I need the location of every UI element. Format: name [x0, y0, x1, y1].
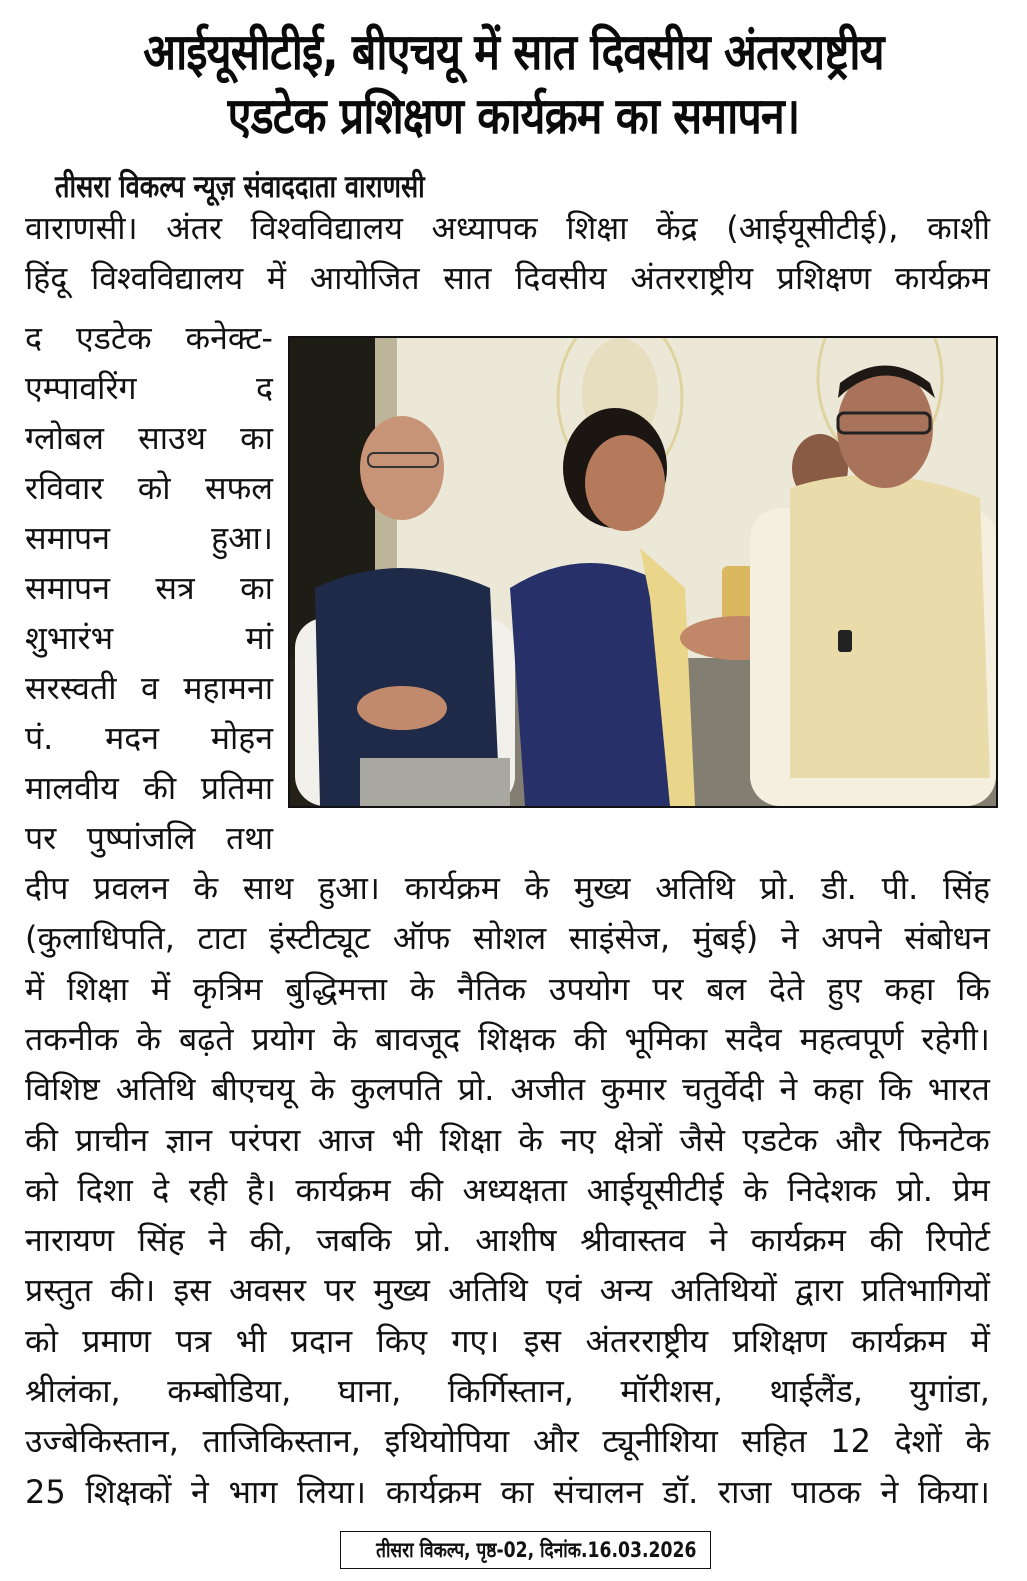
- word: इथियोपिया: [384, 1422, 510, 1461]
- word: पुष्पांजलि: [86, 819, 196, 857]
- line-text: [25, 415, 273, 461]
- word: टाटा: [197, 919, 247, 958]
- line-text: [25, 565, 273, 611]
- word: शिक्षा: [66, 969, 129, 1008]
- word: ताजिकिस्तान,: [202, 1422, 361, 1461]
- headline-line-1: आईयूसीटीई, बीएचयू में सात दिवसीय अंतरराष्ट्रीय: [143, 23, 884, 81]
- word: शिक्षक: [478, 1019, 556, 1058]
- word: कि: [878, 1070, 912, 1109]
- word: और: [835, 1120, 882, 1159]
- line-text: [25, 1267, 990, 1313]
- word: भी: [391, 1120, 423, 1159]
- line-text: [25, 1217, 990, 1263]
- word: की: [573, 1019, 607, 1058]
- line-text: [25, 615, 273, 661]
- word: रिपोर्ट: [926, 1221, 990, 1260]
- word: किए: [376, 1321, 428, 1360]
- word: की,: [249, 1221, 293, 1260]
- word: सत्र: [155, 569, 195, 607]
- word: ने: [709, 1221, 728, 1260]
- word: कहा: [884, 969, 935, 1008]
- word: हिंदू: [25, 259, 68, 297]
- word: शिक्षा: [566, 209, 628, 247]
- word: अंतरराष्ट्रीय: [585, 1321, 709, 1360]
- word: श्रीवास्तव: [580, 1221, 686, 1260]
- column-line: [25, 465, 273, 511]
- word: शुभारंभ: [25, 619, 114, 657]
- word: कार्यक्रम: [894, 259, 990, 297]
- word: हुए: [827, 969, 862, 1008]
- word: के: [136, 1019, 161, 1058]
- word: प्रशिक्षण: [732, 1321, 827, 1360]
- word: सफल: [204, 469, 273, 507]
- article-photo: [288, 336, 998, 808]
- line-text: [25, 1167, 990, 1213]
- word: अतिथि: [655, 869, 735, 907]
- word: देते: [768, 969, 805, 1008]
- word: की: [410, 1170, 443, 1209]
- word: अजीत: [510, 1070, 586, 1109]
- word: पत्र: [175, 1321, 212, 1360]
- line-text: [25, 1066, 990, 1112]
- word: ग्लोबल: [25, 419, 104, 457]
- word: पर: [25, 819, 57, 857]
- word: इंस्टीट्यूट: [268, 919, 371, 958]
- word: दिवसीय: [515, 259, 607, 297]
- line-text: [25, 715, 273, 761]
- footer-text: तीसरा विकल्प, पृष्ठ-02, दिनांक.16.03.2026: [376, 1538, 697, 1562]
- word: कम्बोडिया,: [167, 1372, 292, 1410]
- word: मुख्य: [574, 869, 631, 907]
- photo-man-left-hands: [357, 686, 447, 730]
- word: व: [141, 669, 159, 707]
- word: को: [137, 469, 171, 507]
- word: प्रो.: [759, 869, 797, 907]
- word: विश्वविद्यालय: [90, 259, 244, 297]
- line-text: [25, 815, 273, 861]
- intro-line: [25, 205, 990, 251]
- word: कार्यक्रम: [385, 1472, 481, 1511]
- word: (कुलाधिपति,: [25, 919, 175, 958]
- word: द्वारा: [794, 1271, 844, 1310]
- word: कार्यक्रम: [404, 869, 500, 907]
- word: अतिथि: [448, 1271, 528, 1310]
- word: कहा: [813, 1070, 864, 1109]
- word: गए।: [451, 1321, 500, 1360]
- word: विशिष्ट: [25, 1070, 100, 1109]
- word: का: [500, 1472, 534, 1511]
- body-line: [25, 1418, 990, 1464]
- word: अध्यापक: [431, 209, 538, 247]
- line-text: [25, 966, 990, 1012]
- body-line: [25, 1167, 990, 1213]
- word: इस: [173, 1271, 211, 1310]
- word: देशों: [894, 1422, 942, 1461]
- word: नए: [560, 1120, 596, 1159]
- word: आज: [317, 1120, 375, 1159]
- word: भी: [235, 1321, 267, 1360]
- word: (आईयूसीटीई),: [726, 209, 899, 247]
- word: ने: [780, 919, 799, 958]
- word: कि: [957, 969, 990, 1008]
- word: द: [256, 369, 273, 407]
- word: की: [143, 769, 177, 807]
- word: कृत्रिम: [192, 969, 263, 1008]
- word: में: [25, 969, 45, 1008]
- word: महत्वपूर्ण: [799, 1019, 904, 1058]
- word: अवसर: [228, 1271, 306, 1310]
- word: अन्य: [599, 1271, 653, 1310]
- column-line: [25, 615, 273, 661]
- word: कार्यक्रम: [295, 1170, 391, 1209]
- word: 25: [25, 1472, 66, 1511]
- word: बढ़ते: [178, 1019, 234, 1058]
- body-line: [25, 1318, 990, 1364]
- word: बल: [706, 969, 747, 1008]
- word: का: [240, 569, 273, 607]
- word: कुलपति: [350, 1070, 442, 1109]
- word: मदन: [105, 719, 160, 757]
- word: नारायण: [25, 1221, 115, 1260]
- line-text: [25, 255, 990, 301]
- word: भूमिका: [624, 1019, 708, 1058]
- word: प्रशिक्षण: [776, 259, 872, 297]
- word: किर्गिस्तान,: [447, 1372, 574, 1410]
- word: मां: [245, 619, 273, 657]
- photo-man-right-watch: [838, 630, 852, 652]
- word: द: [25, 319, 42, 357]
- line-text: [25, 665, 273, 711]
- word: केंद्र: [656, 209, 698, 247]
- word: के: [332, 1019, 358, 1058]
- word: उपयोग: [548, 969, 630, 1008]
- word: उज्बेकिस्तान,: [25, 1422, 179, 1461]
- column-line: [25, 815, 273, 861]
- word: प्रेम: [952, 1170, 990, 1209]
- word: पर: [652, 969, 684, 1008]
- line-text: [25, 1117, 990, 1163]
- word: काशी: [927, 209, 990, 247]
- photo-man-left-trousers: [360, 758, 510, 806]
- word: अंतर: [166, 209, 223, 247]
- word: आशीष: [475, 1221, 557, 1260]
- word: को: [25, 1170, 58, 1209]
- column-line: [25, 365, 273, 411]
- word: युगांडा,: [909, 1372, 990, 1410]
- word: ने: [880, 1472, 899, 1511]
- word: ने: [208, 1221, 227, 1260]
- word: थाईलैंड,: [769, 1372, 863, 1410]
- word: सहित: [741, 1422, 807, 1461]
- line-text: [25, 1418, 990, 1464]
- word: रही: [188, 1170, 228, 1209]
- word: दिशा: [77, 1170, 133, 1209]
- word: प्रो.: [457, 1070, 495, 1109]
- word: मॉरीशस,: [620, 1372, 723, 1410]
- word: अध्यक्षता: [462, 1170, 568, 1209]
- page-footer-label: [340, 1531, 711, 1569]
- word: फिनटेक: [898, 1120, 990, 1159]
- word: बीएचयू: [211, 1070, 295, 1109]
- word: की: [25, 1120, 58, 1159]
- headline-line-2: एडटेक प्रशिक्षण कार्यक्रम का समापन।: [227, 87, 800, 145]
- word: जैसे: [679, 1120, 725, 1159]
- word: का: [240, 419, 273, 457]
- word: मोहन: [210, 719, 273, 757]
- line-text: [25, 1368, 990, 1414]
- line-text: [25, 1469, 990, 1515]
- word: अपने: [821, 919, 882, 958]
- word: के: [965, 1422, 990, 1461]
- word: अंतरराष्ट्रीय: [630, 259, 754, 297]
- word: लिया।: [297, 1472, 367, 1511]
- word: की: [869, 1221, 903, 1260]
- body-line: [25, 1066, 990, 1112]
- word: हुआ।: [318, 869, 380, 907]
- word: रविवार: [25, 469, 104, 507]
- word: प्रतिमा: [200, 769, 273, 807]
- word: है।: [246, 1170, 276, 1209]
- word: में: [266, 259, 287, 297]
- photo-man-right-jacket: [790, 475, 990, 778]
- word: संचालन: [553, 1472, 643, 1511]
- word: संबोधन: [904, 919, 990, 958]
- line-text: [25, 465, 273, 511]
- line-text: [25, 515, 273, 561]
- word: प्रदान: [290, 1321, 353, 1360]
- line-text: [25, 1016, 990, 1062]
- word: इस: [523, 1321, 562, 1360]
- word: प्रयोग: [251, 1019, 315, 1058]
- body-line: [25, 1368, 990, 1414]
- word: अतिथियों: [670, 1271, 777, 1310]
- word: को: [25, 1321, 58, 1360]
- line-text: [25, 365, 273, 411]
- word: परंपरा: [229, 1120, 301, 1159]
- word: डॉ.: [662, 1472, 699, 1511]
- line-text: [25, 915, 990, 961]
- column-line: [25, 315, 273, 361]
- body-line: [25, 915, 990, 961]
- word: कार्यक्रम: [750, 1221, 846, 1260]
- byline: तीसरा विकल्प न्यूज़ संवाददाता वाराणसी: [55, 169, 425, 205]
- line-text: [25, 765, 273, 811]
- word: तथा: [226, 819, 273, 857]
- word: रहेगी।: [921, 1019, 990, 1058]
- word: कार्यक्रम: [851, 1321, 947, 1360]
- body-line: [25, 1469, 990, 1515]
- word: पाठक: [791, 1472, 861, 1511]
- word: दीप: [25, 869, 69, 907]
- word: निदेशक: [787, 1170, 877, 1209]
- word: आयोजित: [309, 259, 420, 297]
- word: महामना: [183, 669, 273, 707]
- word: मालवीय: [25, 769, 119, 807]
- line-text: [25, 865, 990, 911]
- word: में: [970, 1321, 990, 1360]
- word: बावजूद: [375, 1019, 461, 1058]
- word: श्रीलंका,: [25, 1372, 121, 1410]
- word: सदैव: [725, 1019, 782, 1058]
- word: प्रो.: [896, 1170, 933, 1209]
- word: डी.: [821, 869, 857, 907]
- word: और: [532, 1422, 579, 1461]
- word: क्षेत्रों: [613, 1120, 663, 1159]
- word: के: [518, 1120, 543, 1159]
- word: चतुर्वेदी: [682, 1070, 764, 1109]
- word: एडटेक: [76, 319, 152, 357]
- word: वाराणसी।: [25, 209, 138, 247]
- word: सात: [443, 259, 492, 297]
- word: बुद्धिमत्ता: [285, 969, 388, 1008]
- word: एम्पावरिंग: [25, 369, 137, 407]
- word: ऑफ: [392, 919, 451, 958]
- word: अतिथि: [115, 1070, 196, 1109]
- word: भाग: [228, 1472, 278, 1511]
- word: पर: [324, 1271, 356, 1310]
- photo-illustration: [290, 338, 996, 806]
- column-line: [25, 765, 273, 811]
- word: सोशल: [472, 919, 547, 958]
- word: के: [409, 969, 435, 1008]
- word: एवं: [545, 1271, 582, 1310]
- word: शिक्षा: [439, 1120, 502, 1159]
- word: प्रतिभागियों: [861, 1271, 990, 1310]
- word: ज्ञान: [165, 1120, 213, 1159]
- word: कुमार: [601, 1070, 667, 1109]
- word: साउथ: [138, 419, 206, 457]
- word: पी.: [881, 869, 919, 907]
- body-line: [25, 966, 990, 1012]
- word: भारत: [927, 1070, 990, 1109]
- word: समापन: [25, 519, 110, 557]
- word: विश्वविद्यालय: [250, 209, 403, 247]
- column-line: [25, 515, 273, 561]
- word: की।: [110, 1271, 156, 1310]
- line-text: [25, 315, 273, 361]
- word: में: [150, 969, 171, 1008]
- column-line: [25, 665, 273, 711]
- column-line: [25, 415, 273, 461]
- word: साथ: [242, 869, 294, 907]
- body-line: [25, 1117, 990, 1163]
- body-line: [25, 1016, 990, 1062]
- photo-woman-face: [585, 435, 665, 531]
- body-line: [25, 1267, 990, 1313]
- word: किया।: [918, 1472, 990, 1511]
- word: सिंह: [943, 869, 990, 907]
- word: तकनीक: [25, 1019, 119, 1058]
- word: सिंह: [137, 1221, 185, 1260]
- word: प्रस्तुत: [25, 1271, 93, 1310]
- word: के: [193, 869, 219, 907]
- word: घाना,: [337, 1372, 402, 1410]
- line-text: [25, 1318, 990, 1364]
- word: समापन: [25, 569, 110, 607]
- word: हुआ।: [211, 519, 273, 557]
- word: प्राचीन: [75, 1120, 149, 1159]
- body-line: [25, 865, 990, 911]
- word: आईयूसीटीई: [586, 1170, 724, 1209]
- word: ने: [191, 1472, 209, 1511]
- column-line: [25, 565, 273, 611]
- word: मुंबई): [692, 919, 759, 958]
- word: दे: [152, 1170, 170, 1209]
- word: सरस्वती: [25, 669, 117, 707]
- column-line: [25, 715, 273, 761]
- word: मुख्य: [373, 1271, 430, 1310]
- word: एडटेक: [742, 1120, 818, 1159]
- word: शिक्षकों: [85, 1472, 172, 1511]
- word: राजा: [718, 1472, 772, 1511]
- word: प्रवलन: [93, 869, 169, 907]
- word: के: [524, 869, 550, 907]
- intro-line: [25, 255, 990, 301]
- line-text: [25, 205, 990, 251]
- word: ने: [779, 1070, 798, 1109]
- word: नैतिक: [457, 969, 527, 1008]
- word: जबकि: [316, 1221, 392, 1260]
- word: प्रो.: [414, 1221, 452, 1260]
- word: के: [743, 1170, 768, 1209]
- word: ट्यूनीशिया: [602, 1422, 718, 1461]
- body-line: [25, 1217, 990, 1263]
- word: 12: [830, 1422, 872, 1461]
- word: पं.: [25, 719, 54, 757]
- word: कनेक्ट-: [185, 319, 273, 357]
- word: प्रमाण: [82, 1321, 152, 1360]
- word: साइंसेज,: [568, 919, 671, 958]
- word: के: [310, 1070, 335, 1109]
